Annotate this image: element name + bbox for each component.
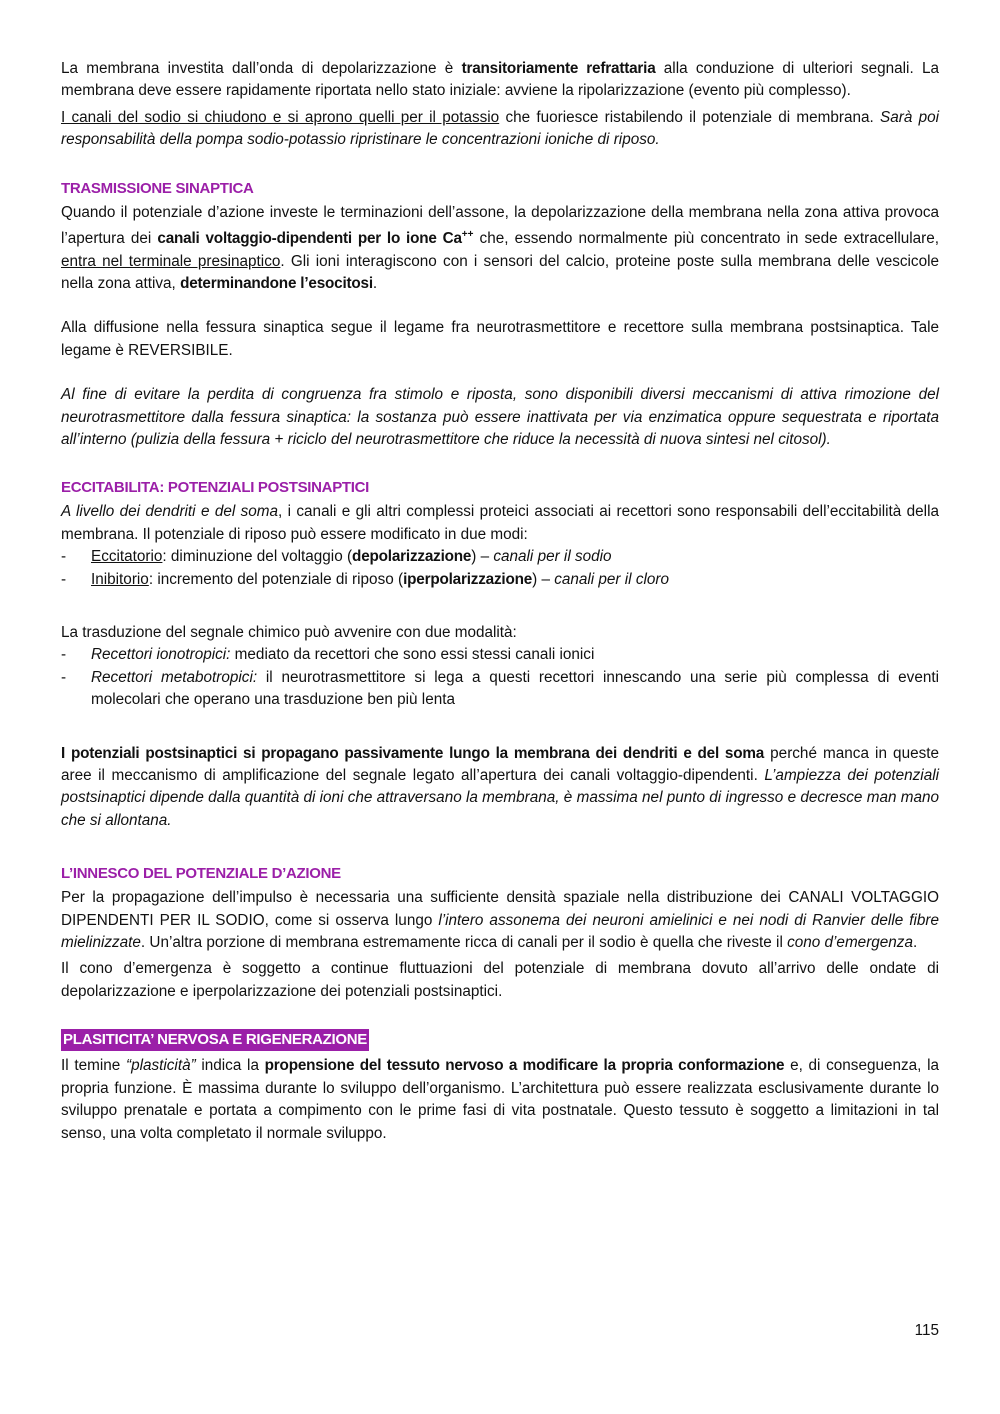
- list-potential-modes: [61, 546, 939, 591]
- paragraph-neurotransmitter-removal: Al fine di evitare la perdita di congruenza fra stimolo e riposta, sono disponibili diversi meccanismi di attiva rimozione del neurotrasmettitore dalla fessura sinaptica: la sostanza può essere inattivata per via enzimatica oppure sequestrata e riportata all’interno (pulizia della fessura + riciclo del neurotrasmettitore che riduce la necessità di nuova sintesi nel citosol).: [61, 386, 939, 448]
- list-item: - Inibitorio: incremento del potenziale di riposo (iperpolarizzazione) – canali per il cloro: [61, 570, 669, 588]
- heading-synaptic-transmission: TRASMISSIONE SINAPTICA: [61, 179, 254, 197]
- heading-plasticity: [61, 1029, 939, 1051]
- highlighted-heading-text: PLASITICITA’ NERVOSA E RIGENERAZIONE: [61, 1029, 369, 1051]
- paragraph-emergence-cone: Il cono d’emergenza è soggetto a continue fluttuazioni del potenziale di membrana dovuto all’arrivo delle ondate di depolarizzazione e iperpolarizzazione dei potenziali postsinaptici.: [61, 960, 939, 1000]
- paragraph-postsynaptic-potentials: I potenziali postsinaptici si propagano passivamente lungo la membrana dei dendriti e del soma perché manca in queste aree il meccanismo di amplificazione del segnale legato all’apertura dei canali voltaggio-dipendenti. L’ampiezza dei potenziali postsinaptici dipende dalla quantità di ioni che attraversano la membrana, è massima nel punto di ingresso e decresce man mano che si allontana.: [61, 744, 940, 829]
- list-item: - Eccitatorio: diminuzione del voltaggio (depolarizzazione) – canali per il sodio: [61, 548, 612, 566]
- paragraph-sodium-channels: Per la propagazione dell’impulso è necessaria una sufficiente densità spaziale nella distribuzione dei CANALI VOLTAGGIO DIPENDENTI PER IL SODIO, come si osserva lungo l’intero assonema dei neuroni amielinici e nei nodi di Ranvier delle fibre mielinizzate. Un’altra porzione di membrana estremamente ricca di canali per il sodio è quella che riveste il cono d’emergenza.: [61, 889, 939, 952]
- paragraph-receptor-binding: Alla diffusione nella fessura sinaptica segue il legame fra neurotrasmettitore e recettore sulla membrana postsinaptica. Tale legame è REVERSIBILE.: [61, 319, 939, 359]
- list-item: - Recettori ionotropici: mediato da recettori che sono essi stessi canali ionici: [61, 646, 595, 664]
- paragraph-refractory: La membrana investita dall’onda di depolarizzazione è transitoriamente refrattaria alla conduzione di ulteriori segnali. La membrana deve essere rapidamente riportata nello stato iniziale: avviene la ripolarizzazione (evento più complesso).: [61, 60, 939, 100]
- paragraph-plasticity: Il temine “plasticità” indica la propensione del tessuto nervoso a modificare la propria conformazione e, di conseguenza, la propria funzione. È massima durante lo sviluppo dell’organismo. L’architettura può essere realizzata esclusivamente durante lo sviluppo prenatale e portata a compimento con le prime fasi di vita postnatale. Questo tessuto è soggetto a limitazioni in tal senso, una volta completato il normale sviluppo.: [61, 1057, 940, 1142]
- list-receptor-types: [61, 644, 939, 711]
- heading-action-potential-trigger: L’INNESCO DEL POTENZIALE D’AZIONE: [61, 865, 341, 883]
- paragraph-repolarization: I canali del sodio si chiudono e si aprono quelli per il potassio che fuoriesce ristabilendo il potenziale di membrana. Sarà poi responsabilità della pompa sodio-potassio ripristinare le concentrazioni ioniche di riposo.: [61, 108, 939, 149]
- document-page: [61, 58, 939, 1145]
- page-number: 115: [914, 1322, 939, 1339]
- paragraph-synaptic-transmission: Quando il potenziale d’azione investe le terminazioni dell’assone, la depolarizzazione della membrana nella zona attiva provoca l’apertura dei canali voltaggio-dipendenti per lo ione Ca++ che, essendo normalmente più concentrato in sede extracellulare, entra nel terminale presinaptico. Gli ioni interagiscono con i sensori del calcio, proteine poste sulla membrana delle vescicole nella zona attiva, determinandone l’esocitosi.: [61, 203, 939, 292]
- paragraph-excitability: A livello dei dendriti e del soma, i canali e gli altri complessi proteici associati ai recettori sono responsabili dell’eccitabilità della membrana. Il potenziale di riposo può essere modificato in due modi:: [61, 503, 939, 543]
- paragraph-signal-transduction: La trasduzione del segnale chimico può avvenire con due modalità:: [61, 624, 517, 641]
- list-item: - Recettori metabotropici: il neurotrasmettitore si lega a questi recettori innescando una serie più complessa di eventi molecolari che operano una trasduzione ben più lenta: [61, 668, 939, 709]
- heading-excitability: ECCITABILITA: POTENZIALI POSTSINAPTICI: [61, 479, 370, 497]
